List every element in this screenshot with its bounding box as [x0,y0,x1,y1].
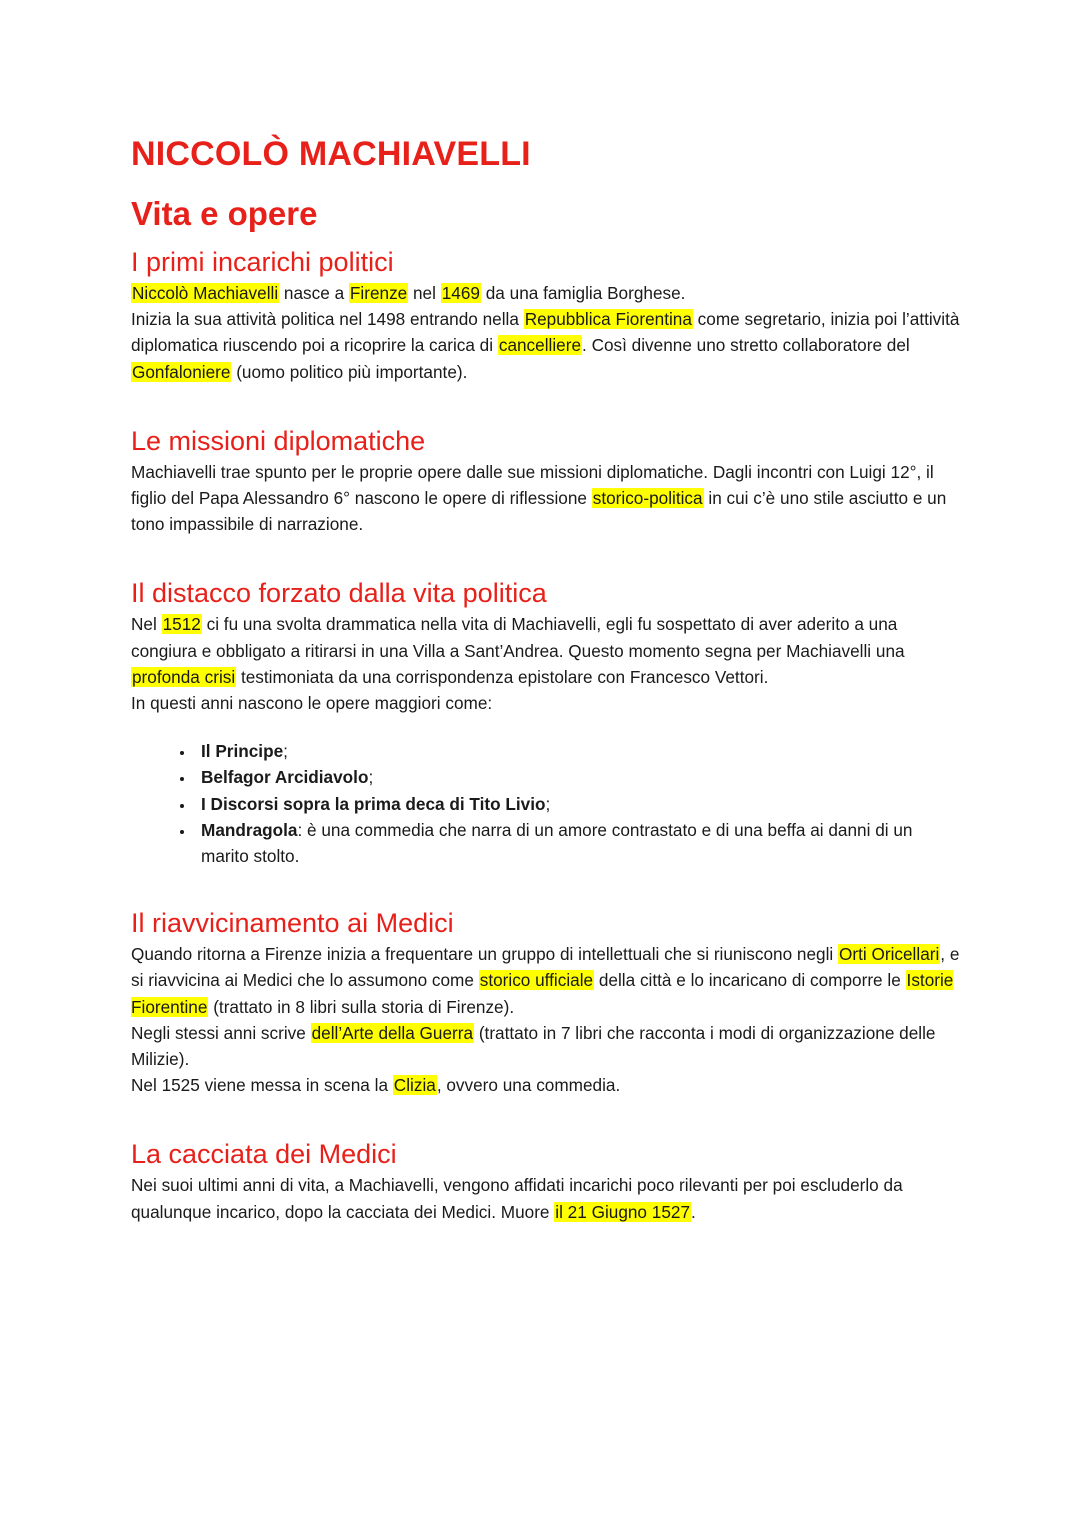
highlight: dell’Arte della Guerra [311,1022,474,1043]
text-run: , ovvero una commedia. [436,1075,621,1096]
highlight: Repubblica Fiorentina [524,309,692,330]
text-run: Negli stessi anni scrive [131,1022,311,1043]
section-heading: Il riavvicinamento ai Medici [131,908,454,939]
text-run: nasce a [279,283,349,303]
work-title: I Discorsi sopra la prima deca di Tito Livio [201,793,546,814]
section-heading: Le missioni diplomatiche [131,425,426,456]
text-run: Nel [131,614,162,635]
section-riavvicinamento-medici [131,905,961,1098]
work-title: Mandragola [201,819,298,840]
highlight: 1469 [441,283,480,303]
highlight: profonda crisi [132,666,236,687]
text-run: testimoniata da una corrispondenza epistolare con Francesco Vettori. [236,666,769,687]
highlight: storico-politica [592,488,703,509]
text-run: . [691,1201,696,1222]
list-item [195,791,961,817]
paragraph [131,459,961,538]
highlight: Orti Oricellari [839,944,940,965]
highlight: cancelliere [498,335,582,356]
highlight: 1512 [162,614,201,635]
highlight: Clizia [393,1075,436,1096]
work-title: Il Principe [201,741,284,762]
section-primi-incarichi [131,244,961,385]
highlight: Niccolò Machiavelli [132,283,279,303]
text-run: della città e lo incaricano di comporre le [594,970,906,991]
text-run: ; [368,767,374,788]
text-run: , e si riavvicina ai Medici che lo assumono come [131,944,960,991]
work-title: Belfagor Arcidiavolo [201,767,369,788]
text-run: da una famiglia Borghese. [480,283,686,303]
text-run: Nel 1525 viene messa in scena la [131,1075,393,1096]
section-heading: La cacciata dei Medici [131,1139,397,1170]
text-run: ; [545,793,551,814]
text-run: nel [408,283,441,303]
text-run: (trattato in 7 libri che racconta i modi di organizzazione delle Milizie). [131,1022,936,1070]
paragraph: In questi anni nascono le opere maggiori come: [131,693,493,714]
text-run: in cui c’è uno stile asciutto e un tono impassibile di narrazione. [131,488,947,535]
text-run: Nei suoi ultimi anni di vita, a Machiavelli, vengono affidati incarichi poco rilevanti per poi escluderlo da qualunque incarico, dopo la cacciata dei Medici. Muore [131,1175,903,1222]
document-body [131,132,961,1225]
text-run: ; [283,741,288,762]
section-distacco-forzato [131,575,961,869]
paragraph [131,1172,961,1224]
section-heading: I primi incarichi politici [131,247,394,277]
paragraph [131,941,961,1020]
section-cacciata-medici [131,1136,961,1224]
works-list [131,738,961,869]
document-title: NICCOLÒ MACHIAVELLI [131,135,531,173]
section-heading: Il distacco forzato dalla vita politica [131,578,547,609]
list-item [195,817,961,869]
highlight: Istorie Fiorentine [131,970,954,1017]
text-run: (uomo politico più importante). [231,361,468,382]
paragraph [131,611,961,690]
document-subtitle: Vita e opere [131,195,318,232]
list-item [195,764,961,790]
text-run: Machiavelli trae spunto per le proprie opere dalle sue missioni diplomatiche. Dagli incontri con Luigi 12°, il figlio del Papa Alessandro 6° nascono le opere di riflessione [131,461,934,509]
text-run: (trattato in 8 libri sulla storia di Firenze). [208,996,515,1017]
highlight: storico ufficiale [479,970,594,991]
text-run: : è una commedia che narra di un amore contrastato e di una beffa ai danni di un marito stolto. [201,819,913,867]
section-missioni-diplomatiche [131,423,961,538]
text-run: . Così divenne uno stretto collaboratore del [582,335,910,356]
highlight: Firenze [349,283,408,303]
highlight: Gonfaloniere [132,361,231,382]
text-run: ci fu una svolta drammatica nella vita di Machiavelli, egli fu sospettato di aver aderito a una congiura e obbligato a ritirarsi in una Villa a Sant’Andrea. Questo momento segna per Machiavelli una [131,614,905,661]
paragraph [131,1020,961,1072]
paragraph [131,306,961,385]
highlight: il 21 Giugno 1527 [555,1201,691,1222]
paragraph [131,1072,961,1098]
paragraph [131,280,961,306]
list-item [195,738,961,764]
text-run: Inizia la sua attività politica nel 1498 entrando nella [131,309,524,330]
text-run: come segretario, inizia poi l’attività diplomatica riuscendo poi a ricoprire la carica di [131,309,960,356]
text-run: Quando ritorna a Firenze inizia a frequentare un gruppo di intellettuali che si riuniscono negli [131,944,839,965]
